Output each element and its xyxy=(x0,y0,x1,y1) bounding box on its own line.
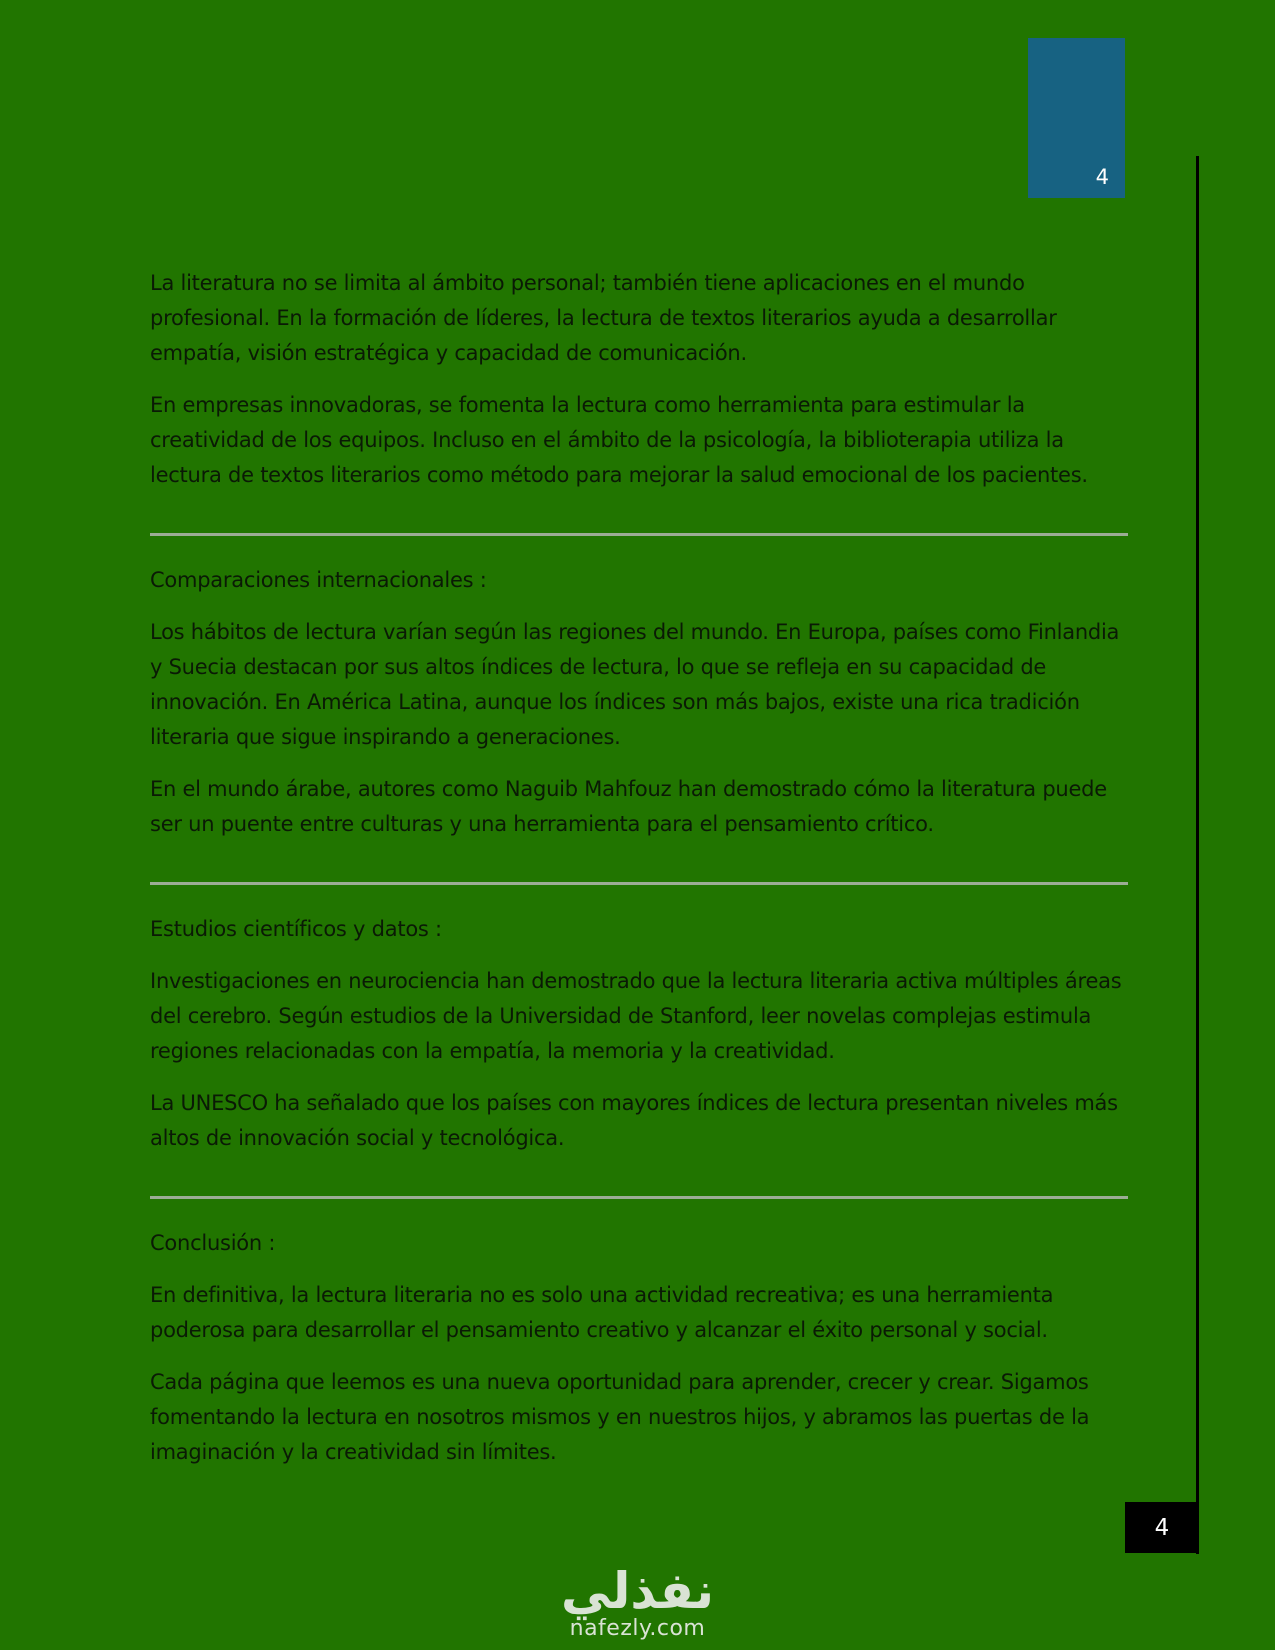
section-heading: Conclusión : xyxy=(150,1231,276,1255)
section-paragraph: La UNESCO ha señalado que los países con mayores índices de lectura presentan niveles más altos de innovación social y tecnológica. xyxy=(150,1091,1118,1150)
logo-latin-text: nafezly.com xyxy=(569,1616,706,1641)
section-paragraph: Investigaciones en neurociencia han demostrado que la lectura literaria activa múltiples áreas del cerebro. Según estudios de la Universidad de Stanford, leer novelas complejas estimula regiones relacionadas con la empatía, la memoria y la creatividad. xyxy=(150,969,1122,1063)
section-international-comparisons xyxy=(150,563,1128,842)
section-heading: Comparaciones internacionales : xyxy=(150,568,487,592)
intro-paragraph: En empresas innovadoras, se fomenta la lectura como herramienta para estimular la creatividad de los equipos. Incluso en el ámbito de la psicología, la biblioterapia utiliza la lectura de textos literarios como método para mejorar la salud emocional de los pacientes. xyxy=(150,393,1088,487)
section-paragraph: En el mundo árabe, autores como Naguib Mahfouz han demostrado cómo la literatura puede ser un puente entre culturas y una herramienta para el pensamiento crítico. xyxy=(150,777,1107,836)
footer-page-number-box xyxy=(1125,1502,1199,1553)
section-divider xyxy=(150,1196,1128,1199)
intro-paragraph: La literatura no se limita al ámbito personal; también tiene aplicaciones en el mundo profesional. En la formación de líderes, la lectura de textos literarios ayuda a desarrollar empatía, visión estratégica y capacidad de comunicación. xyxy=(150,271,1057,365)
section-divider xyxy=(150,882,1128,885)
header-page-number: 4 xyxy=(1095,165,1109,189)
footer-page-number: 4 xyxy=(1154,1514,1170,1541)
section-paragraph: Cada página que leemos es una nueva oportunidad para aprender, crecer y crear. Sigamos fomentando la lectura en nosotros mismos y en nuestros hijos, y abramos las puertas de la imaginación y la creatividad sin límites. xyxy=(150,1370,1090,1464)
section-conclusion xyxy=(150,1226,1128,1470)
nafezly-logo xyxy=(0,1562,1275,1641)
section-heading: Estudios científicos y datos : xyxy=(150,917,442,941)
right-margin-rule xyxy=(1196,156,1199,1554)
header-page-tab xyxy=(1028,38,1125,198)
logo-arabic-text: نفذلي xyxy=(560,1562,714,1620)
section-scientific-studies xyxy=(150,912,1128,1156)
intro-section xyxy=(150,266,1128,493)
page-content xyxy=(150,266,1128,1470)
section-divider xyxy=(150,533,1128,536)
section-paragraph: En definitiva, la lectura literaria no es solo una actividad recreativa; es una herramienta poderosa para desarrollar el pensamiento creativo y alcanzar el éxito personal y social. xyxy=(150,1283,1054,1342)
section-paragraph: Los hábitos de lectura varían según las regiones del mundo. En Europa, países como Finlandia y Suecia destacan por sus altos índices de lectura, lo que se refleja en su capacidad de innovación. En América Latina, aunque los índices son más bajos, existe una rica tradición literaria que sigue inspirando a generaciones. xyxy=(150,620,1120,749)
